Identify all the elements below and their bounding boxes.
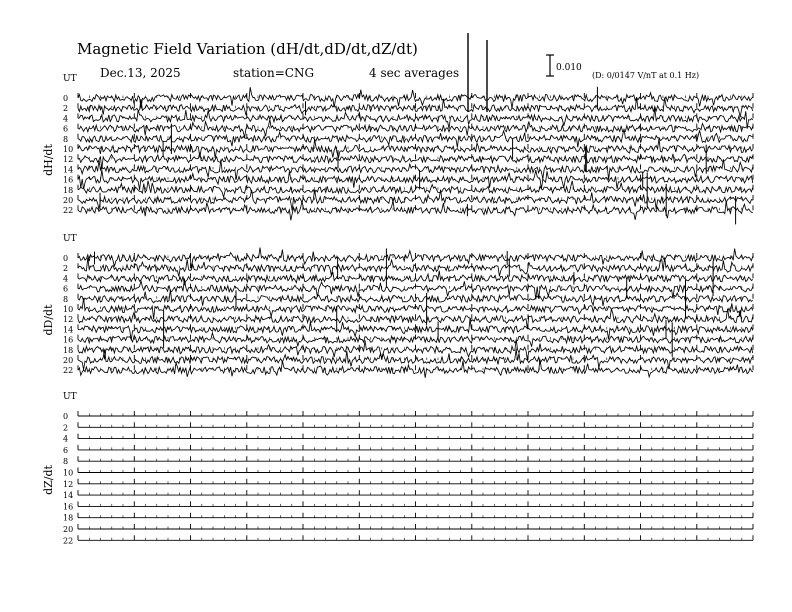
row-label-12: 12 [63,315,74,325]
row-label-10: 10 [63,468,74,478]
row-label-0: 0 [63,412,69,421]
row-label-22: 22 [63,206,74,216]
row-label-12: 12 [63,479,74,489]
row-label-6: 6 [63,284,69,294]
station-label: station=CNG [233,66,315,80]
scale-note: (D: 0/0147 V/nT at 0.1 Hz) [592,71,700,80]
panel-ylabel: dD/dt [42,304,55,336]
row-label-12: 12 [63,155,74,165]
row-label-20: 20 [63,196,74,205]
date-label: Dec.13, 2025 [100,66,181,80]
row-label-4: 4 [63,434,69,444]
row-label-10: 10 [63,145,74,154]
row-label-16: 16 [63,335,74,345]
row-label-0: 0 [63,94,69,103]
ut-label: UT [63,74,77,84]
row-label-18: 18 [63,513,74,523]
row-label-8: 8 [63,457,69,467]
row-label-16: 16 [63,502,74,512]
panel-ylabel: dH/dt [42,144,55,176]
row-label-4: 4 [63,114,69,124]
ut-label: UT [63,392,77,402]
row-label-16: 16 [63,175,74,185]
row-label-14: 14 [63,165,74,175]
row-label-14: 14 [63,491,74,501]
row-label-2: 2 [63,104,69,114]
panel-ylabel: dZ/dt [42,465,55,495]
averaging-label: 4 sec averages [369,66,460,80]
chart-title: Magnetic Field Variation (dH/dt,dD/dt,dZ/dt) [77,40,418,58]
row-label-0: 0 [63,254,69,263]
row-label-18: 18 [63,185,74,195]
row-label-20: 20 [63,525,74,534]
row-label-6: 6 [63,124,69,134]
row-label-2: 2 [63,423,69,433]
row-label-4: 4 [63,274,69,284]
row-label-20: 20 [63,356,74,365]
row-label-8: 8 [63,294,69,304]
row-label-6: 6 [63,445,69,455]
row-label-22: 22 [63,536,74,546]
row-label-22: 22 [63,366,74,376]
scale-value-label: 0.010 [556,63,582,73]
row-label-18: 18 [63,345,74,355]
row-label-14: 14 [63,325,74,335]
row-label-8: 8 [63,134,69,144]
row-label-10: 10 [63,305,74,314]
row-label-2: 2 [63,264,69,274]
ut-label: UT [63,234,77,244]
